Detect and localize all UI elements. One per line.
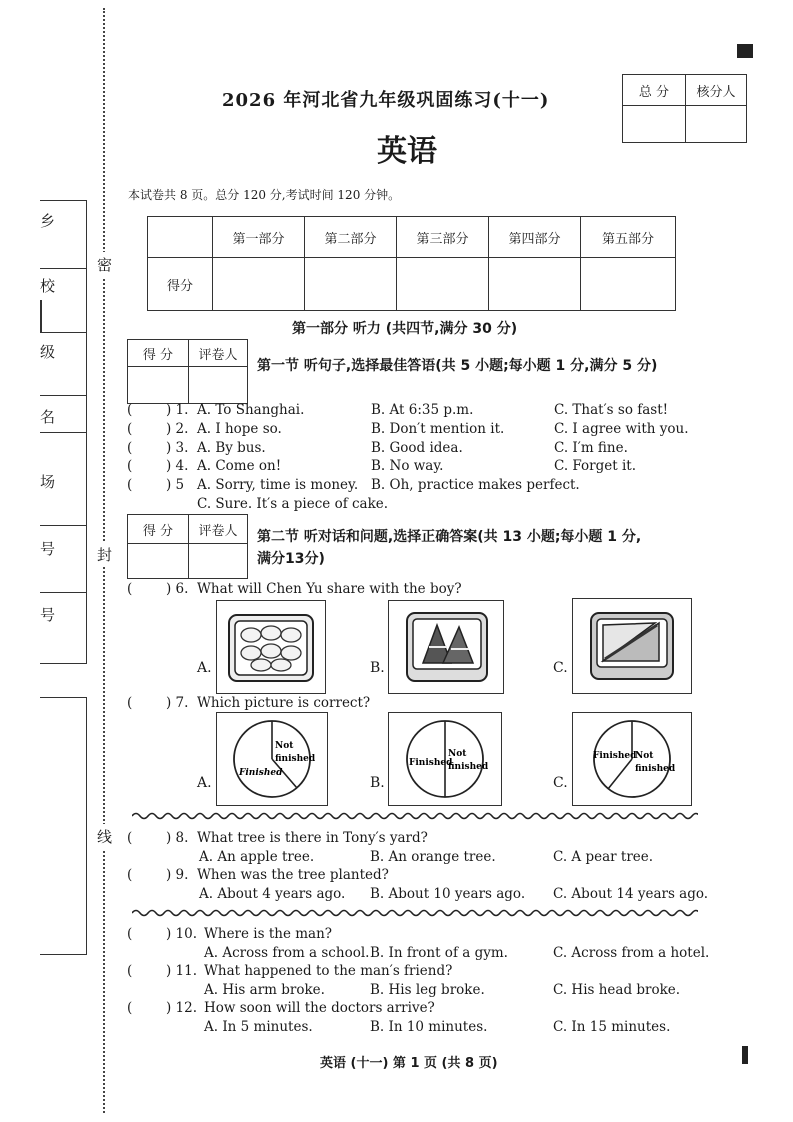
score-cell-part5[interactable] [581,258,676,311]
score-header: 第四部分 [489,217,581,258]
question-number: ) 12. [166,1000,198,1016]
option-a[interactable]: A. Come on! [197,458,282,474]
question-number: ) 1. [166,402,189,418]
q7b-finished-label: Finished [409,758,453,768]
q7-option-a-label[interactable]: A. [197,775,212,791]
wavy-divider [132,908,698,918]
field-township[interactable]: 乡 [40,212,56,230]
answer-paren[interactable]: ( [127,477,133,493]
checker-label: 核分人 [686,75,747,106]
option-a[interactable]: A. I hope so. [197,421,282,437]
option-b[interactable]: B. At 6:35 p.m. [371,402,474,418]
checker-input[interactable] [686,106,747,143]
option-b[interactable]: B. In 10 minutes. [370,1019,488,1035]
q6-number: ) 6. [166,581,189,597]
answer-paren[interactable]: ( [127,458,133,474]
part1-title: 第一部分 听力 (共四节,满分 30 分) [292,321,518,337]
field-seat-number[interactable]: 号 [40,540,56,558]
exam-title: 2026 年河北省九年级巩固练习(十一) [222,90,550,111]
option-b[interactable]: B. An orange tree. [370,849,496,865]
answer-paren[interactable]: ( [127,695,133,711]
info-divider [40,432,86,433]
answer-paren[interactable]: ( [127,1000,133,1016]
option-c[interactable]: C. About 14 years ago. [553,886,709,902]
field-class[interactable]: 级 [40,343,56,361]
grader-box-section2 [127,514,248,579]
question-text: How soon will the doctors arrive? [204,1000,435,1016]
grader-score-label: 得 分 [128,340,189,367]
option-b[interactable]: B. Oh, practice makes perfect. [371,477,580,493]
grader-reviewer-label: 评卷人 [189,340,248,367]
question-text: What tree is there in Tony′s yard? [197,830,428,846]
option-a[interactable]: A. By bus. [197,440,266,456]
score-cell-part2[interactable] [305,258,397,311]
page-footer: 英语 (十一) 第 1 页 (共 8 页) [320,1056,498,1071]
q6-option-b-image[interactable] [388,600,504,694]
q7a-finished-label: Finished [239,768,283,778]
grader-reviewer-input[interactable] [189,367,248,404]
q7a-not-label: Not [275,741,294,751]
q7b-not-label: Not [448,749,467,759]
option-c[interactable]: C. That′s so fast! [554,402,669,418]
q7-option-a-image[interactable] [216,712,328,806]
q6-option-a-image[interactable] [216,600,326,694]
grader-score-input[interactable] [128,544,189,579]
q7c-not-label: Not [635,751,654,761]
section2-title-line2: 满分13分) [257,551,325,567]
question-number: ) 5 [166,477,185,493]
grader-score-input[interactable] [128,367,189,404]
option-a[interactable]: A. His arm broke. [204,982,325,998]
option-a[interactable]: A. To Shanghai. [197,402,305,418]
section1-title: 第一节 听句子,选择最佳答语(共 5 小题;每小题 1 分,满分 5 分) [257,358,658,374]
seal-char-feng: 封 [97,542,112,567]
answer-paren[interactable]: ( [127,867,133,883]
q6-question: What will Chen Yu share with the boy? [197,581,462,597]
part-score-table [147,216,676,311]
score-table-corner [148,217,213,258]
field-exam-number[interactable]: 号 [40,606,56,624]
option-a[interactable]: A. In 5 minutes. [204,1019,313,1035]
option-b[interactable]: B. About 10 years ago. [370,886,526,902]
option-c[interactable]: C. His head broke. [553,982,681,998]
grader-reviewer-input[interactable] [189,544,248,579]
info-divider [40,592,86,593]
score-header: 第一部分 [213,217,305,258]
info-divider [40,332,86,333]
question-text: What happened to the man′s friend? [204,963,453,979]
question-number: ) 3. [166,440,189,456]
option-a[interactable]: A. An apple tree. [199,849,315,865]
grader-score-label: 得 分 [128,515,189,544]
answer-paren[interactable]: ( [127,440,133,456]
q7-option-c-label[interactable]: C. [553,775,568,791]
total-score-table [622,74,747,143]
dumplings-box-icon [217,601,325,693]
question-number: ) 2. [166,421,189,437]
sandwich-box-icon [573,599,691,693]
score-header: 第五部分 [581,217,676,258]
score-cell-part1[interactable] [213,258,305,311]
q6-option-a-label[interactable]: A. [197,660,212,676]
score-header: 第二部分 [305,217,397,258]
info-divider [40,395,86,396]
question-number: ) 10. [166,926,198,942]
option-c[interactable]: C. I′m fine. [554,440,628,456]
answer-paren[interactable]: ( [127,963,133,979]
option-c[interactable]: C. In 15 minutes. [553,1019,671,1035]
q7-option-c-image[interactable] [572,712,692,806]
option-a[interactable]: A. Sorry, time is money. [197,477,359,493]
question-text: Where is the man? [204,926,333,942]
score-cell-part4[interactable] [489,258,581,311]
q7-option-b-label[interactable]: B. [370,775,385,791]
option-a[interactable]: A. About 4 years ago. [199,886,346,902]
answer-paren[interactable]: ( [127,581,133,597]
q6-option-b-label[interactable]: B. [370,660,385,676]
pie-chart-icon [217,713,327,805]
answer-paren[interactable]: ( [127,402,133,418]
q7-option-b-image[interactable] [388,712,502,806]
option-c[interactable]: C. Across from a hotel. [553,945,710,961]
subject-title: 英语 [377,134,437,169]
score-row-label: 得分 [148,258,213,311]
option-c[interactable]: C. Sure. It′s a piece of cake. [197,496,389,512]
grader-reviewer-label: 评卷人 [189,515,248,544]
answer-paren[interactable]: ( [127,830,133,846]
section2-title-line1: 第二节 听对话和问题,选择正确答案(共 13 小题;每小题 1 分, [257,529,642,545]
field-exam-room[interactable]: 场 [40,473,56,491]
grader-box-section1 [127,339,248,404]
zongzi-box-icon [389,601,503,693]
field-school[interactable]: 校 [40,277,56,295]
q7c-notfinished-label: finished [635,764,676,774]
q7-question: Which picture is correct? [197,695,371,711]
exam-intro: 本试卷共 8 页。总分 120 分,考试时间 120 分钟。 [128,188,401,202]
blank-side-box [40,697,87,955]
question-number: ) 11. [166,963,198,979]
question-number: ) 9. [166,867,189,883]
option-b[interactable]: B. Good idea. [371,440,463,456]
option-c[interactable]: C. I agree with you. [554,421,689,437]
q7a-notfinished-label: finished [275,754,316,764]
info-divider [40,268,86,269]
info-divider [40,300,42,332]
option-a[interactable]: A. Across from a school. [204,945,370,961]
corner-mark [742,1046,748,1064]
info-divider [40,525,86,526]
q6-option-c-label[interactable]: C. [553,660,568,676]
total-input[interactable] [623,106,686,143]
option-b[interactable]: B. His leg broke. [370,982,485,998]
score-cell-part3[interactable] [397,258,489,311]
seal-char-mi: 密 [97,252,112,277]
option-b[interactable]: B. Don′t mention it. [371,421,505,437]
option-c[interactable]: C. Forget it. [554,458,637,474]
seal-char-xian: 线 [97,824,112,849]
q7b-notfinished-label: finished [448,762,489,772]
q7-number: ) 7. [166,695,189,711]
question-number: ) 4. [166,458,189,474]
option-b[interactable]: B. In front of a gym. [370,945,508,961]
question-text: When was the tree planted? [197,867,389,883]
answer-paren[interactable]: ( [127,421,133,437]
q6-option-c-image[interactable] [572,598,692,694]
total-label: 总 分 [623,75,686,106]
corner-mark [737,44,753,58]
pie-chart-icon [389,713,501,805]
score-header: 第三部分 [397,217,489,258]
option-b[interactable]: B. No way. [371,458,444,474]
question-number: ) 8. [166,830,189,846]
q7c-finished-label: Finished [593,751,637,761]
field-name[interactable]: 名 [40,408,56,426]
wavy-divider [132,811,698,821]
option-c[interactable]: C. A pear tree. [553,849,654,865]
answer-paren[interactable]: ( [127,926,133,942]
pie-chart-icon [573,713,691,805]
